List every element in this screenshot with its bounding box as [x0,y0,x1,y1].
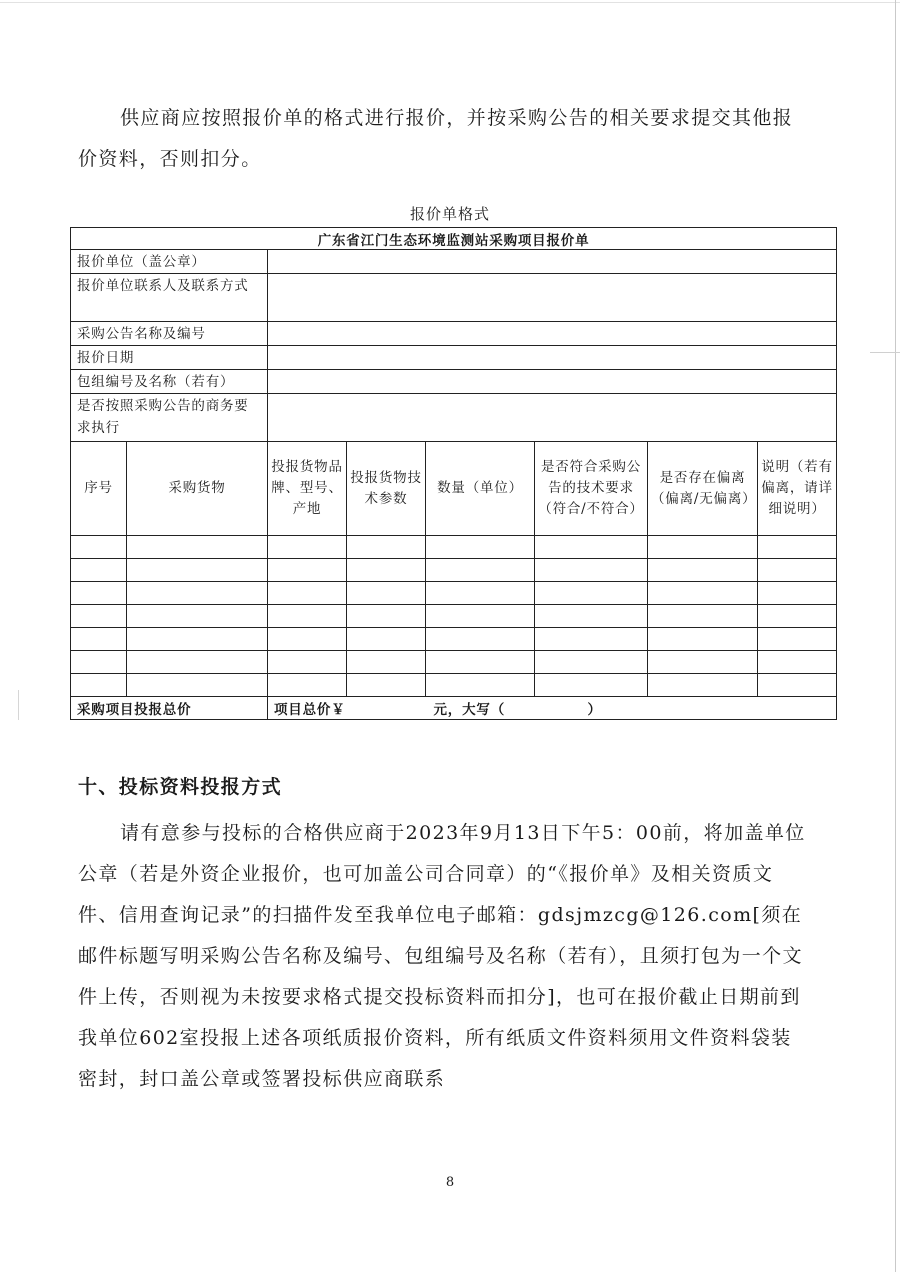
total-label: 采购项目投报总价 [71,697,268,720]
body-text: 请有意参与投标的合格供应商于2023年9月13日下午5：00前，将加盖单位公章（若是外资企业报价，也可加盖公司合同章）的“《报价单》及相关资质文件、信用查询记录”的扫描件发至我单位电子邮箱：gdsjmzcg@126.com[须在邮件标题写明采购公告名称及编号、包组编号及名称（若有），且须打包为一个文件上传，否则视为未按要求格式提交投标资料而扣分]，也可在报价截止日期前到我单位602室投报上述各项纸质报价资料，所有纸质文件资料须用文件资料袋装密封，封口盖公章或签署投标供应商联系 [78,822,806,1090]
info-value-contact[interactable] [268,274,837,322]
item-cell[interactable] [268,559,347,582]
item-cell[interactable] [535,536,648,559]
item-cell[interactable] [426,559,535,582]
item-cell[interactable] [758,628,837,651]
item-cell[interactable] [758,536,837,559]
item-cell[interactable] [535,674,648,697]
item-cell[interactable] [268,536,347,559]
info-label-date: 报价日期 [71,346,268,370]
item-row [71,628,837,651]
item-cell[interactable] [127,536,268,559]
item-cell[interactable] [535,582,648,605]
item-cell[interactable] [535,559,648,582]
info-label-notice: 采购公告名称及编号 [71,322,268,346]
item-cell[interactable] [71,536,127,559]
item-cell[interactable] [648,536,758,559]
col-header-quantity: 数量（单位） [426,442,535,536]
total-amount[interactable]: 项目总价￥ 元，大写（ ） [268,697,837,720]
item-cell[interactable] [127,559,268,582]
item-cell[interactable] [648,582,758,605]
quote-form-body [71,228,837,720]
form-title: 广东省江门生态环境监测站采购项目报价单 [71,228,837,250]
item-cell[interactable] [127,674,268,697]
item-cell[interactable] [127,651,268,674]
item-cell[interactable] [268,582,347,605]
item-row [71,559,837,582]
info-row [71,250,837,274]
scan-edge-top [0,2,900,3]
info-row [71,322,837,346]
intro-paragraph [78,98,808,180]
item-row [71,605,837,628]
item-cell[interactable] [127,628,268,651]
col-header-compliance: 是否符合采购公告的技术要求（符合/不符合） [535,442,648,536]
col-header-goods: 采购货物 [127,442,268,536]
info-value-package[interactable] [268,370,837,394]
info-value-date[interactable] [268,346,837,370]
item-cell[interactable] [426,582,535,605]
item-row [71,536,837,559]
item-row [71,674,837,697]
item-cell[interactable] [426,628,535,651]
column-header-row [71,442,837,536]
quote-form-table [70,227,837,720]
item-cell[interactable] [71,559,127,582]
item-cell[interactable] [758,605,837,628]
item-cell[interactable] [71,582,127,605]
item-cell[interactable] [426,674,535,697]
scan-mark [870,352,900,353]
body-paragraph [78,813,808,1100]
item-cell[interactable] [648,559,758,582]
item-cell[interactable] [426,536,535,559]
item-cell[interactable] [535,628,648,651]
col-header-index: 序号 [71,442,127,536]
col-header-tech-params: 投报货物技术参数 [347,442,426,536]
col-header-remarks: 说明（若有偏离，请详细说明） [758,442,837,536]
item-cell[interactable] [347,651,426,674]
item-cell[interactable] [71,651,127,674]
item-cell[interactable] [71,674,127,697]
item-cell[interactable] [535,651,648,674]
item-cell[interactable] [648,651,758,674]
item-cell[interactable] [347,536,426,559]
item-cell[interactable] [347,628,426,651]
item-cell[interactable] [127,582,268,605]
item-cell[interactable] [758,674,837,697]
item-cell[interactable] [648,628,758,651]
item-cell[interactable] [758,559,837,582]
item-cell[interactable] [426,651,535,674]
item-cell[interactable] [347,559,426,582]
section-heading: 十、投标资料投报方式 [78,776,283,798]
item-cell[interactable] [71,605,127,628]
info-row [71,370,837,394]
info-value-bidder[interactable] [268,250,837,274]
item-cell[interactable] [347,582,426,605]
form-caption: 报价单格式 [409,205,490,223]
info-row [71,394,837,442]
info-row [71,274,837,322]
info-label-business-terms: 是否按照采购公告的商务要求执行 [71,394,268,442]
info-value-business-terms[interactable] [268,394,837,442]
total-row [71,697,837,720]
intro-text: 供应商应按照报价单的格式进行报价，并按采购公告的相关要求提交其他报价资料，否则扣分。 [78,107,794,170]
info-label-package: 包组编号及名称（若有） [71,370,268,394]
col-header-deviation: 是否存在偏离（偏离/无偏离） [648,442,758,536]
item-cell[interactable] [347,605,426,628]
item-row [71,582,837,605]
item-cell[interactable] [268,605,347,628]
item-cell[interactable] [535,605,648,628]
scan-mark-left [18,690,19,720]
col-header-brand-model: 投报货物品牌、型号、产地 [268,442,347,536]
scan-edge-right [895,0,896,1272]
item-cell[interactable] [758,582,837,605]
item-cell[interactable] [127,605,268,628]
item-row [71,651,837,674]
form-title-row [71,228,837,250]
item-cell[interactable] [268,628,347,651]
info-row [71,346,837,370]
info-label-bidder: 报价单位（盖公章） [71,250,268,274]
item-cell[interactable] [426,605,535,628]
info-value-notice[interactable] [268,322,837,346]
info-label-contact: 报价单位联系人及联系方式 [71,274,268,322]
item-cell[interactable] [347,674,426,697]
page-number: 8 [445,1175,455,1190]
item-cell[interactable] [758,651,837,674]
item-cell[interactable] [71,628,127,651]
item-cell[interactable] [268,674,347,697]
item-cell[interactable] [268,651,347,674]
item-cell[interactable] [648,605,758,628]
item-cell[interactable] [648,674,758,697]
